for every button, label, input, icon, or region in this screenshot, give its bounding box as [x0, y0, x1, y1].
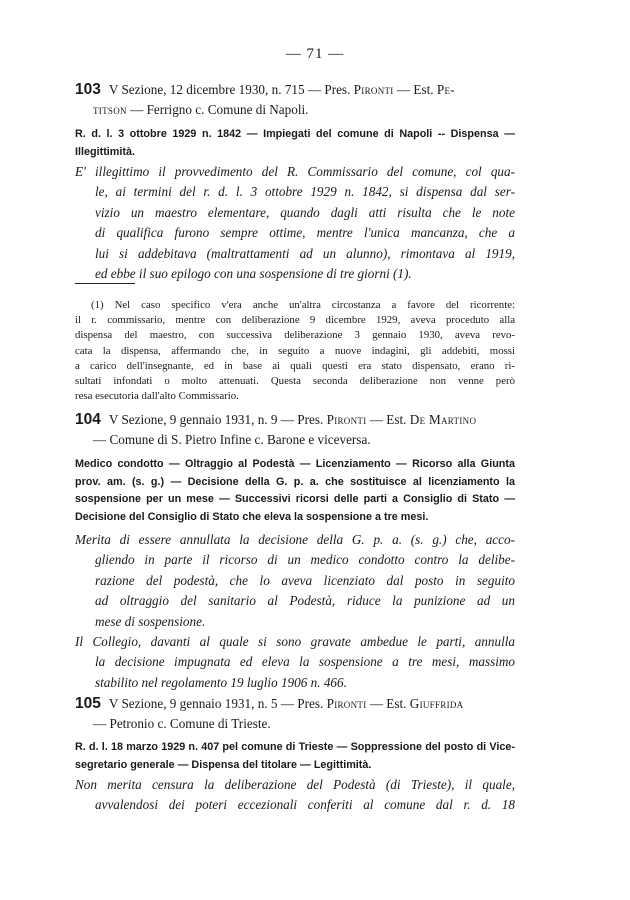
maxim-line: gliendo in parte il ricorso di un medico condotto contro la delibe-	[95, 552, 515, 568]
maxim-line: avvalendosi dei poteri eccezionali conferiti al comune dal r. d. 18	[95, 797, 515, 813]
entry-105-line-2: — Petronio c. Comune di Trieste.	[93, 716, 271, 731]
entry-number: 103	[75, 81, 101, 98]
entry-103-maxim	[75, 162, 515, 284]
maxim-line: Merita di essere annullata la decisione della G. p. a. (s. g.) che, acco-	[75, 532, 515, 547]
maxim-line: razione del podestà, che lo aveva licenziato dal posto in seguito	[95, 572, 515, 588]
footnote-line: (1) Nel caso specifico v'era anche un'altra circostanza a favore del ricorrente:	[91, 299, 515, 311]
entry-105-citation	[75, 694, 515, 734]
maxim-line: Non merita censura la deliberazione del Podestà (di Trieste), il quale,	[75, 777, 515, 792]
maxim-line: ad oltraggio del sanitario al Podestà, riduce la punizione ad un	[95, 593, 515, 609]
footnote-line: dispensa del maestro, con successiva deliberazione 3 gennaio 1930, aveva revo-	[75, 329, 515, 342]
estensore-name: De Martino	[409, 412, 477, 427]
president-name: Pironti	[353, 82, 394, 97]
footnote-line: a carico dell'insegnante, ed in base ai quali questi era stato dispensato, erano ri-	[75, 359, 515, 372]
maxim-line: lui si addebitava (maltrattamenti ad un alunno), rimontava al 1919,	[95, 245, 515, 261]
maxim-line: di qualifica furono sempre ottime, mentre l'unica mancanza, che a	[95, 225, 515, 241]
entry-103-citation	[75, 80, 515, 120]
page-number: — 71 —	[285, 46, 345, 62]
footnote-line: sultati infondati o molto attenuati. Questa seconda deliberazione non venne però	[75, 375, 515, 388]
entry-number: 105	[75, 695, 101, 712]
maxim-line: le, ai termini del r. d. l. 3 ottobre 1929 n. 1842, si dispensa dal ser-	[95, 184, 515, 200]
maxim-line: la decisione impugnata ed eleva la sospensione a tre mesi, massimo	[95, 654, 515, 670]
footnote-rule	[75, 283, 135, 284]
entry-104-citation	[75, 410, 515, 450]
estensore-name: Giuffrida	[409, 696, 464, 711]
entry-103-line-1: 103 V Sezione, 12 dicembre 1930, n. 715 — Pres. Pironti — Est. Pe-	[75, 81, 455, 98]
entry-103-heading: R. d. l. 3 ottobre 1929 n. 1842 — Impiegati del comune di Napoli -- Dispensa — Illegittimità.	[75, 128, 515, 158]
entry-103-line-2: titson — Ferrigno c. Comune di Napoli.	[93, 102, 309, 117]
entry-103-footnote	[75, 298, 515, 404]
maxim-line: Il Collegio, davanti al quale si sono gravate ambedue le parti, annulla	[75, 634, 515, 650]
entry-105-heading: R. d. l. 18 marzo 1929 n. 407 pel comune di Trieste — Soppressione del posto di Vice-segretario generale — Dispensa del titolare — Legittimità.	[75, 741, 515, 771]
maxim-line: E' illegittimo il provvedimento del R. Commissario del comune, col qua-	[75, 164, 515, 179]
footnote-line: il r. commissario, mentre con deliberazione 9 dicembre 1929, aveva proceduto alla	[75, 314, 515, 327]
entry-105-line-1: 105 V Sezione, 9 gennaio 1931, n. 5 — Pres. Pironti — Est. Giuffrida	[75, 695, 464, 712]
entry-104-heading: Medico condotto — Oltraggio al Podestà — Licenziamento — Ricorso alla Giunta prov. am. (s. g.) — Decisione della G. p. a. che sostituisce al licenziamento la sospensione per un mese — Successivi ricorsi delle parti a Consiglio di Stato — Decisione del Consiglio di Stato che eleva la sospensione a tre mesi.	[75, 458, 515, 523]
maxim-line: ed ebbe il suo epilogo con una sospensione di tre giorni (1).	[95, 266, 412, 282]
president-name: Pironti	[326, 696, 367, 711]
footnote-line: resa esecutoria dall'alto Commissario.	[75, 390, 239, 403]
entry-104-line-2: — Comune di S. Pietro Infine c. Barone e viceversa.	[93, 432, 371, 447]
entry-number: 104	[75, 411, 101, 428]
footnote-line: cata la dispensa, affermando che, in seguito a nuove indagini, gli addebiti, mossi	[75, 344, 515, 357]
maxim-line: mese di sospensione.	[95, 613, 206, 629]
entry-104-line-1: 104 V Sezione, 9 gennaio 1931, n. 9 — Pres. Pironti — Est. De Martino	[75, 411, 477, 428]
maxim-line: stabilito nel regolamento 19 luglio 1906 n. 466.	[95, 674, 347, 690]
entry-105-maxim	[75, 775, 515, 816]
entry-104-maxim	[75, 530, 515, 693]
maxim-line: vizio un maestro elementare, quando dagli atti risulta che le note	[95, 204, 515, 220]
estensore-name: Pe-	[436, 82, 455, 97]
president-name: Pironti	[326, 412, 367, 427]
